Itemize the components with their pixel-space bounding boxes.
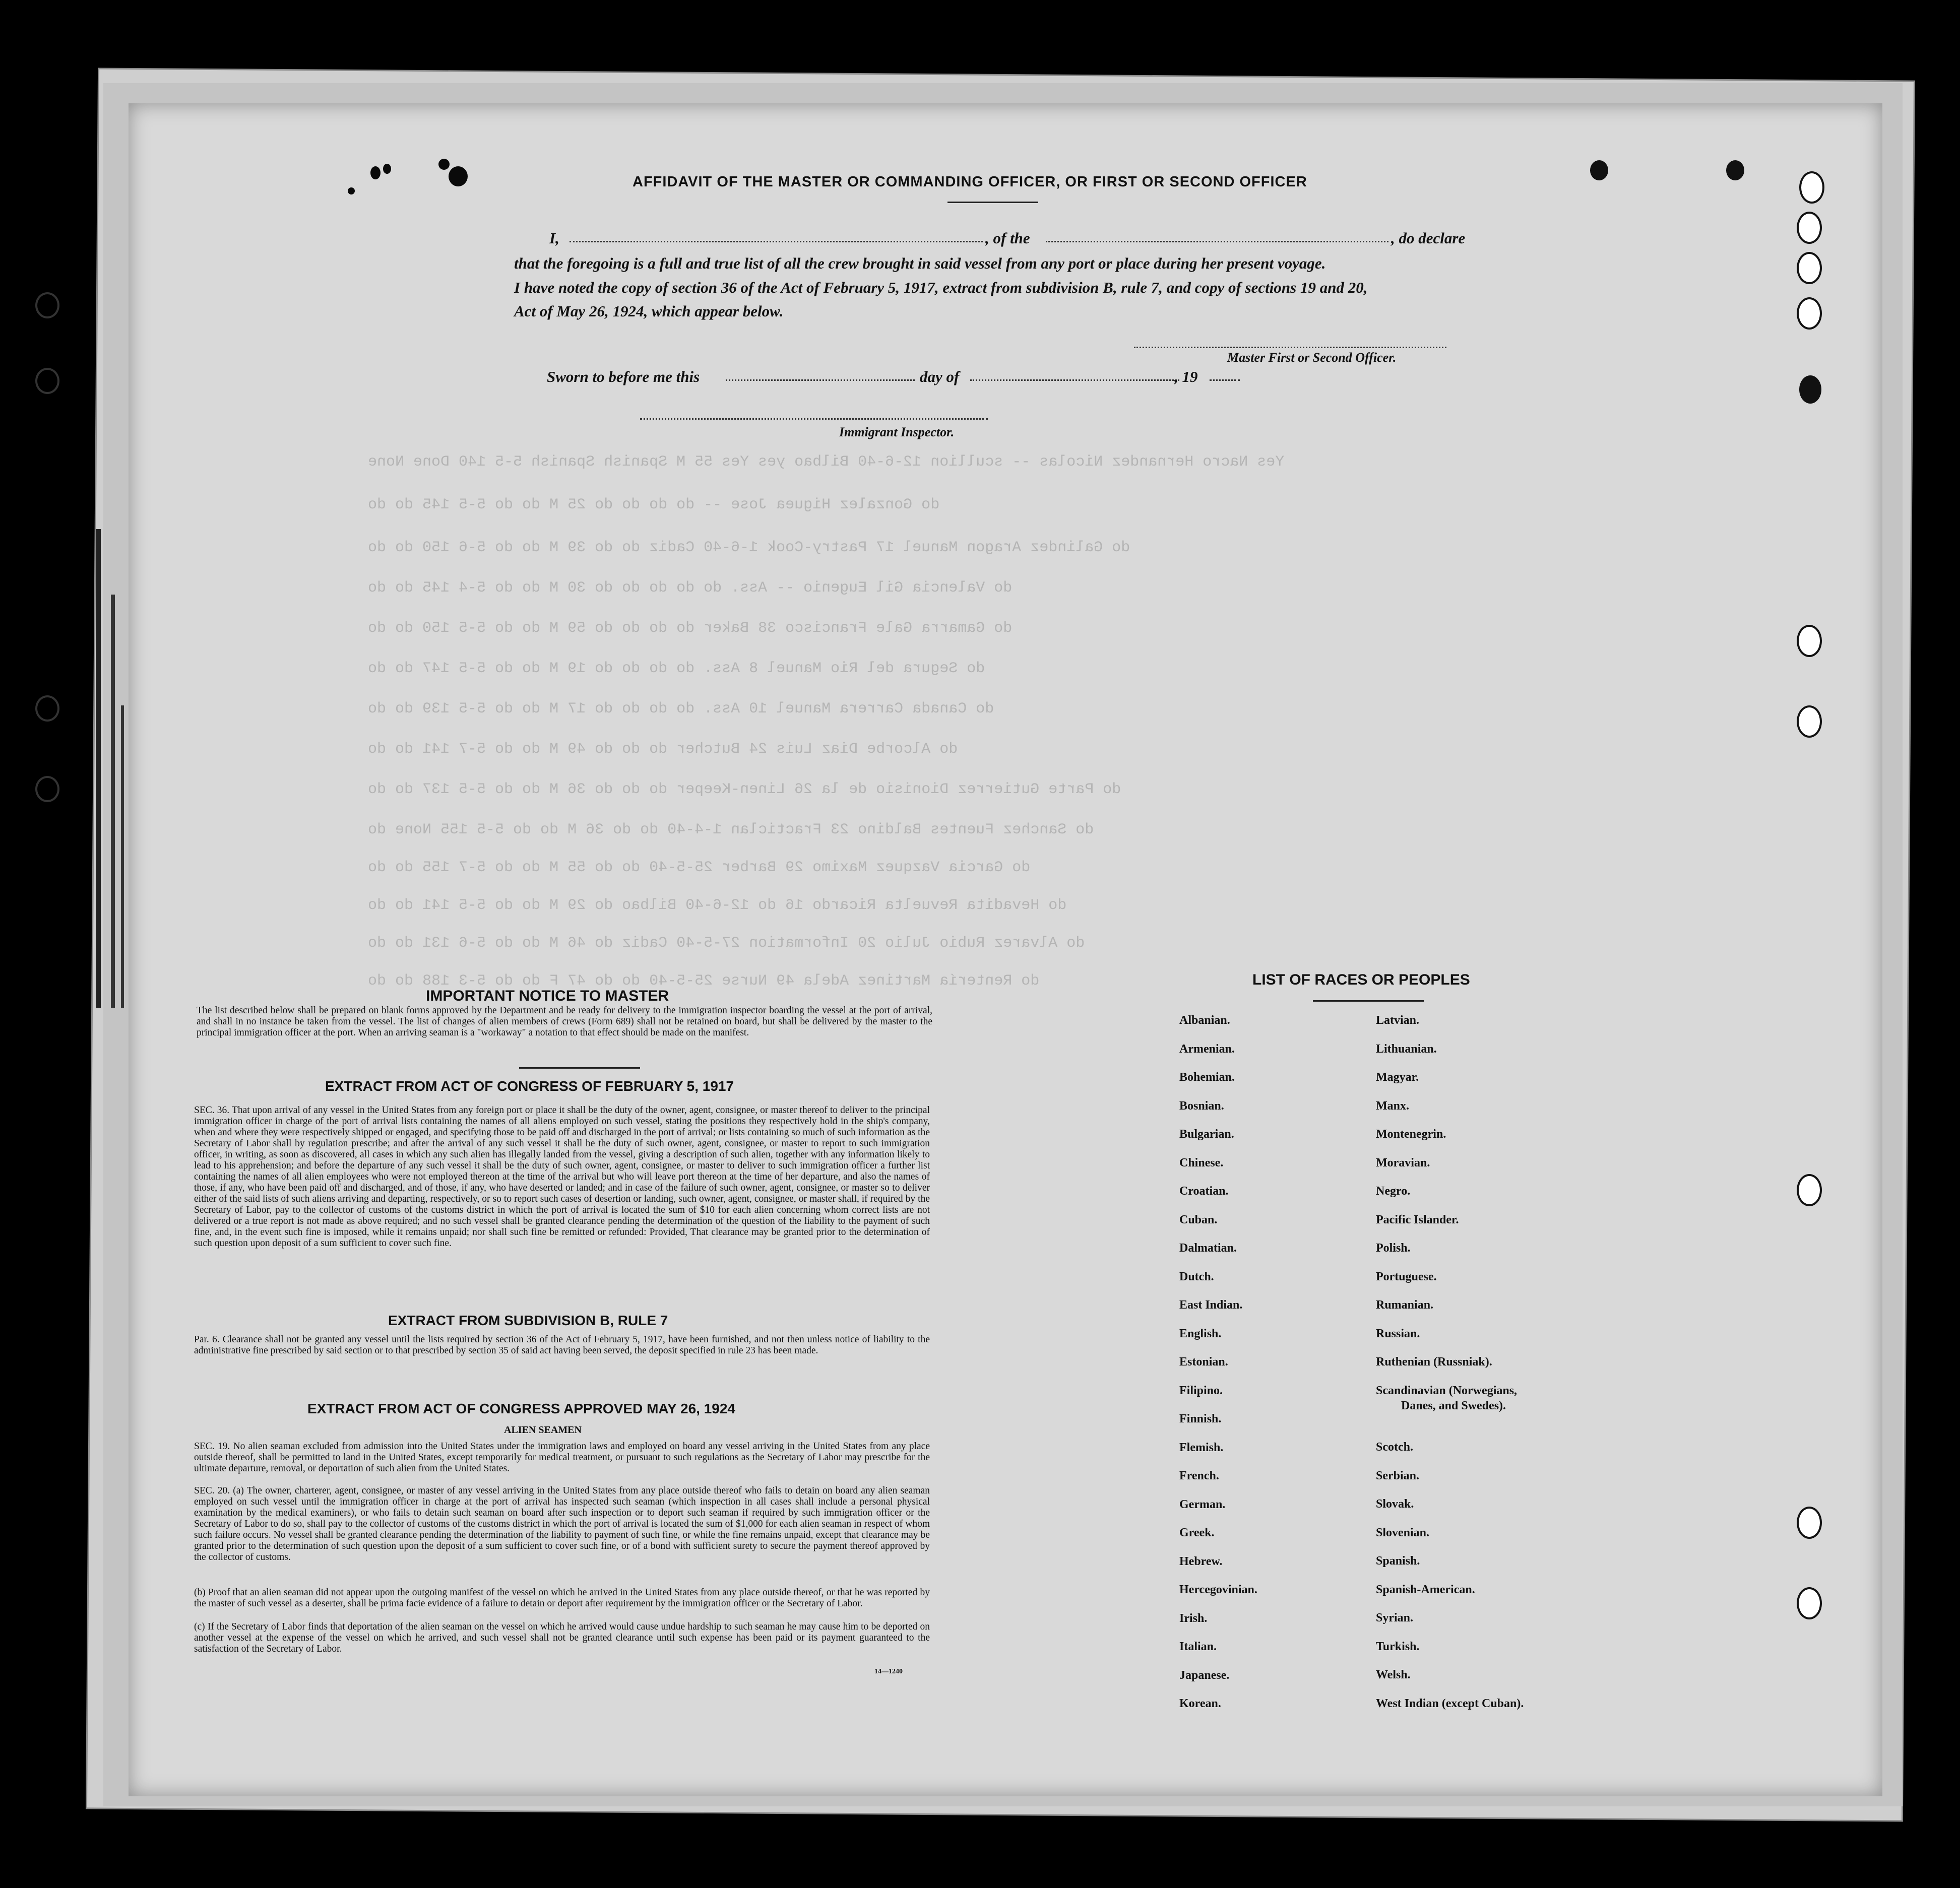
race-item: Manx. — [1376, 1099, 1409, 1113]
binder-hole — [35, 292, 59, 318]
race-item: Dutch. — [1179, 1270, 1214, 1283]
ink-blot — [370, 166, 381, 179]
race-item: Finnish. — [1179, 1412, 1222, 1425]
extract-1917-title: EXTRACT FROM ACT OF CONGRESS OF FEBRUARY 5, 1917 — [325, 1078, 734, 1094]
signature-caption: Master First or Second Officer. — [1227, 350, 1397, 365]
binder-hole — [1590, 160, 1608, 180]
race-item: Slovak. — [1376, 1498, 1414, 1511]
margin-handwriting — [111, 595, 115, 1008]
race-item: English. — [1179, 1327, 1222, 1340]
race-item: East Indian. — [1179, 1298, 1243, 1312]
sworn-day-field[interactable] — [726, 379, 915, 381]
race-item: Danes, and Swedes). — [1401, 1399, 1506, 1412]
inspector-caption: Immigrant Inspector. — [839, 425, 955, 439]
race-item: French. — [1179, 1469, 1219, 1482]
race-item: Slovenian. — [1376, 1526, 1430, 1539]
ink-blot — [348, 187, 355, 194]
form-number: 14—1240 — [874, 1668, 903, 1675]
binder-hole — [35, 695, 59, 722]
race-item: Dalmatian. — [1179, 1242, 1237, 1255]
race-item: Magyar. — [1376, 1071, 1419, 1084]
binder-hole — [1797, 625, 1822, 657]
sec20b-body: (b) Proof that an alien seaman did not appear upon the outgoing manifest of the vessel on which he arrived in the United States from any place outside thereof, or that he was reported by the master of such vessel as a deserter, shall be prima facie evidence of a failure to detain or deport after requirement by the immigration officer or the Secretary of Labor. — [194, 1587, 930, 1609]
extract-1917-body: SEC. 36. That upon arrival of any vessel in the United States from any foreign port or place it shall be the duty of the owner, agent, consignee, or master thereof to deliver to the principal immigration officer in charge of the port of arrival lists containing the names of all aliens employed on such vessel, stating the positions they respectively hold in the ship's company, when and where they were respectively shipped or engaged, and specifying those to be paid off and discharged in the port of arrival; or lists containing so much of such information as the Secretary of Labor shall by regulation prescribe; and after the arrival of any such vessel it shall be the duty of such owner, agent, consignee, or master to report to such immigration officer, in writing, as soon as discovered, all cases in which any such alien has illegally landed from the vessel, giving a description of such alien, together with any information likely to lead to his apprehension; and before the departure of any such vessel it shall be the duty of such owner, agent, consignee, or master to deliver to such immigration officer a further list containing the names of all alien employees who were not employed thereon at the time of the arrival but who will leave port thereon at the time of her departure, and also the names of those, if any, who have been paid off and discharged, and of those, if any, who have deserted or landed; and in case of the failure of such owner, agent, consignee, or master so to deliver either of the said lists of such aliens arriving and departing, respectively, or so to report such cases of desertion or landing, such owner, agent, consignee, or master shall, if required by the Secretary of Labor, pay to the collector of customs of the customs district in which the port of arrival is located the sum of $10 for each alien concerning whom correct lists are not delivered or a true report is not made as above required; and no such vessel shall be granted clearance pending the determination of the question of the liability to the payment of such fine, and, in the event such fine is imposed, while it remains unpaid; nor shall such fine be remitted or refunded: Provided, That clearance may be granted prior to the determination of such question upon deposit of a sum sufficient to cover such fine. — [194, 1105, 930, 1249]
margin-handwriting — [121, 705, 124, 1008]
binder-hole — [1799, 375, 1821, 404]
race-item: Croatian. — [1179, 1185, 1229, 1198]
section-divider — [519, 1067, 640, 1069]
declaration-line-2: that the foregoing is a full and true list of all the crew brought in said vessel from any port or place during her present voyage. — [514, 254, 1326, 272]
race-item: Chinese. — [1179, 1156, 1224, 1169]
race-item: Armenian. — [1179, 1042, 1235, 1056]
declarant-prefix: I, — [549, 229, 559, 247]
race-item: Polish. — [1376, 1242, 1411, 1255]
race-item: Bohemian. — [1179, 1071, 1235, 1084]
title-underline — [947, 202, 1038, 203]
declaration-line-3: I have noted the copy of section 36 of the Act of February 5, 1917, extract from subdivision B, rule 7, and copy of sections 19 and 20, — [514, 279, 1368, 296]
race-item: Portuguese. — [1376, 1270, 1437, 1283]
race-item: Hebrew. — [1179, 1554, 1223, 1568]
notice-title: IMPORTANT NOTICE TO MASTER — [426, 988, 669, 1004]
affidavit-title: AFFIDAVIT OF THE MASTER OR COMMANDING OFFICER, OR FIRST OR SECOND OFFICER — [633, 174, 1307, 190]
race-item: Flemish. — [1179, 1441, 1224, 1454]
races-title-underline — [1313, 1000, 1424, 1002]
race-item: Turkish. — [1376, 1640, 1420, 1653]
race-item: Negro. — [1376, 1185, 1411, 1198]
races-title: LIST OF RACES OR PEOPLES — [1252, 971, 1470, 988]
extract-1924-title: EXTRACT FROM ACT OF CONGRESS APPROVED MAY 26, 1924 — [307, 1401, 735, 1416]
binder-hole — [1797, 212, 1822, 244]
inspector-signature-field[interactable] — [640, 418, 988, 420]
declaration-line-4: Act of May 26, 1924, which appear below. — [514, 302, 784, 320]
margin-handwriting — [96, 529, 101, 1008]
race-item: Scandinavian (Norwegians, — [1376, 1384, 1518, 1397]
officer-signature-field[interactable] — [1134, 347, 1446, 348]
race-item: German. — [1179, 1498, 1226, 1511]
race-item: Spanish-American. — [1376, 1583, 1475, 1596]
sworn-year-label: , 19 — [1174, 368, 1198, 385]
race-item: Italian. — [1179, 1640, 1217, 1653]
race-item: Korean. — [1179, 1697, 1221, 1710]
sec20c-body: (c) If the Secretary of Labor finds that deportation of the alien seaman on the vessel on which he arrived would cause undue hardship to such seaman he may cause him to be deported on another vessel at the expense of the vessel on which he arrived, and such vessel shall not be granted clearance until such expense has been paid or its payment guaranteed to the satisfaction of the Secretary of Labor. — [194, 1621, 930, 1654]
binder-hole — [1726, 160, 1744, 180]
binder-hole — [35, 776, 59, 802]
race-item: Irish. — [1179, 1611, 1208, 1625]
binder-hole — [1797, 252, 1822, 284]
declarant-name-field[interactable] — [570, 241, 983, 242]
binder-hole — [1799, 171, 1824, 204]
race-item: Scotch. — [1376, 1441, 1413, 1454]
race-item: Cuban. — [1179, 1213, 1218, 1226]
extract-rule7-body: Par. 6. Clearance shall not be granted any vessel until the lists required by section 36 of the Act of February 5, 1917, have been furnished, and not then unless notice of liability to the administrative fine prescribed by said section or to that prescribed by section 35 of said act having been served, the deposit specified in rule 23 has been made. — [194, 1334, 930, 1356]
race-item: Serbian. — [1376, 1469, 1420, 1482]
race-item: Filipino. — [1179, 1384, 1223, 1397]
do-declare-label: , do declare — [1391, 229, 1466, 247]
binder-hole — [1797, 1587, 1822, 1619]
race-item: Pacific Islander. — [1376, 1213, 1459, 1226]
race-item: Syrian. — [1376, 1611, 1414, 1624]
race-item: Moravian. — [1376, 1156, 1430, 1169]
race-item: Russian. — [1376, 1327, 1420, 1340]
race-item: Hercegovinian. — [1179, 1583, 1257, 1596]
race-item: Rumanian. — [1376, 1298, 1434, 1312]
sworn-prefix: Sworn to before me this — [547, 368, 700, 385]
race-item: Spanish. — [1376, 1554, 1420, 1568]
binder-hole — [1797, 1174, 1822, 1206]
sec20a-body: SEC. 20. (a) The owner, charterer, agent, consignee, or master of any vessel arriving in the United States from any place outside thereof who fails to detain on board any alien seaman employed on such vessel until the immigration officer in charge at the port of arrival has inspected such seaman (which inspection in all cases shall include a personal physical examination by the medical examiners), or who fails to detain such seaman on board after such inspection or to deport such seaman if required by such immigration officer or the Secretary of Labor to do so, shall pay to the collector of customs of the customs district in which the port of arrival is located the sum of $1,000 for each alien seaman in respect of whom such failure occurs. No vessel shall be granted clearance pending the determination of the liability to payment of such fine, or while the fine remains unpaid, except that clearance may be granted prior to the determination of such question upon the deposit of a sum sufficient to cover such fine, or of a bond with sufficient surety to secure the payment thereof approved by the collector of customs. — [194, 1485, 930, 1563]
binder-hole — [1797, 705, 1822, 738]
race-item: Ruthenian (Russniak). — [1376, 1355, 1492, 1369]
race-item: Japanese. — [1179, 1668, 1230, 1682]
race-item: Montenegrin. — [1376, 1128, 1446, 1141]
race-item: Lithuanian. — [1376, 1042, 1437, 1056]
extract-rule7-title: EXTRACT FROM SUBDIVISION B, RULE 7 — [388, 1313, 668, 1328]
race-item: Bosnian. — [1179, 1099, 1224, 1113]
race-item: Greek. — [1179, 1526, 1215, 1539]
sworn-month-field[interactable] — [970, 379, 1179, 381]
binder-hole — [1797, 297, 1822, 330]
race-item: Bulgarian. — [1179, 1128, 1234, 1141]
race-item: Estonian. — [1179, 1355, 1228, 1369]
sworn-year-field[interactable] — [1210, 379, 1240, 381]
race-item: Welsh. — [1376, 1668, 1411, 1681]
ink-blot — [449, 166, 468, 186]
notice-body: The list described below shall be prepared on blank forms approved by the Department and be ready for delivery to the immigration inspector boarding the vessel at the port of arrival, and shall in no instance be taken from the vessel. The list of changes of alien members of crews (Form 689) shall not be retained on board, but shall be delivered by the master to the principal immigration officer at the port. When an arriving seaman is a "workaway" a notation to that effect should be made on the manifest. — [197, 1005, 932, 1038]
binder-hole — [35, 368, 59, 394]
race-item: Latvian. — [1376, 1014, 1420, 1027]
ink-blot — [438, 159, 450, 170]
sec19-body: SEC. 19. No alien seaman excluded from admission into the United States under the immigration laws and employed on board any vessel arriving in the United States from any place outside thereof, shall be permitted to land in the United States, except temporarily for medical treatment, or pursuant to such regulations as the Secretary of Labor may prescribe for the ultimate departure, removal, or deportation of such alien from the United States. — [194, 1441, 930, 1474]
race-item: West Indian (except Cuban). — [1376, 1697, 1524, 1710]
alien-seamen-subtitle: ALIEN SEAMEN — [504, 1424, 582, 1436]
day-of-label: day of — [920, 368, 960, 385]
race-item: Albanian. — [1179, 1014, 1230, 1027]
vessel-name-field[interactable] — [1046, 241, 1388, 242]
ink-blot — [383, 164, 391, 174]
binder-hole — [1797, 1507, 1822, 1539]
of-the-label: , of the — [985, 229, 1030, 247]
